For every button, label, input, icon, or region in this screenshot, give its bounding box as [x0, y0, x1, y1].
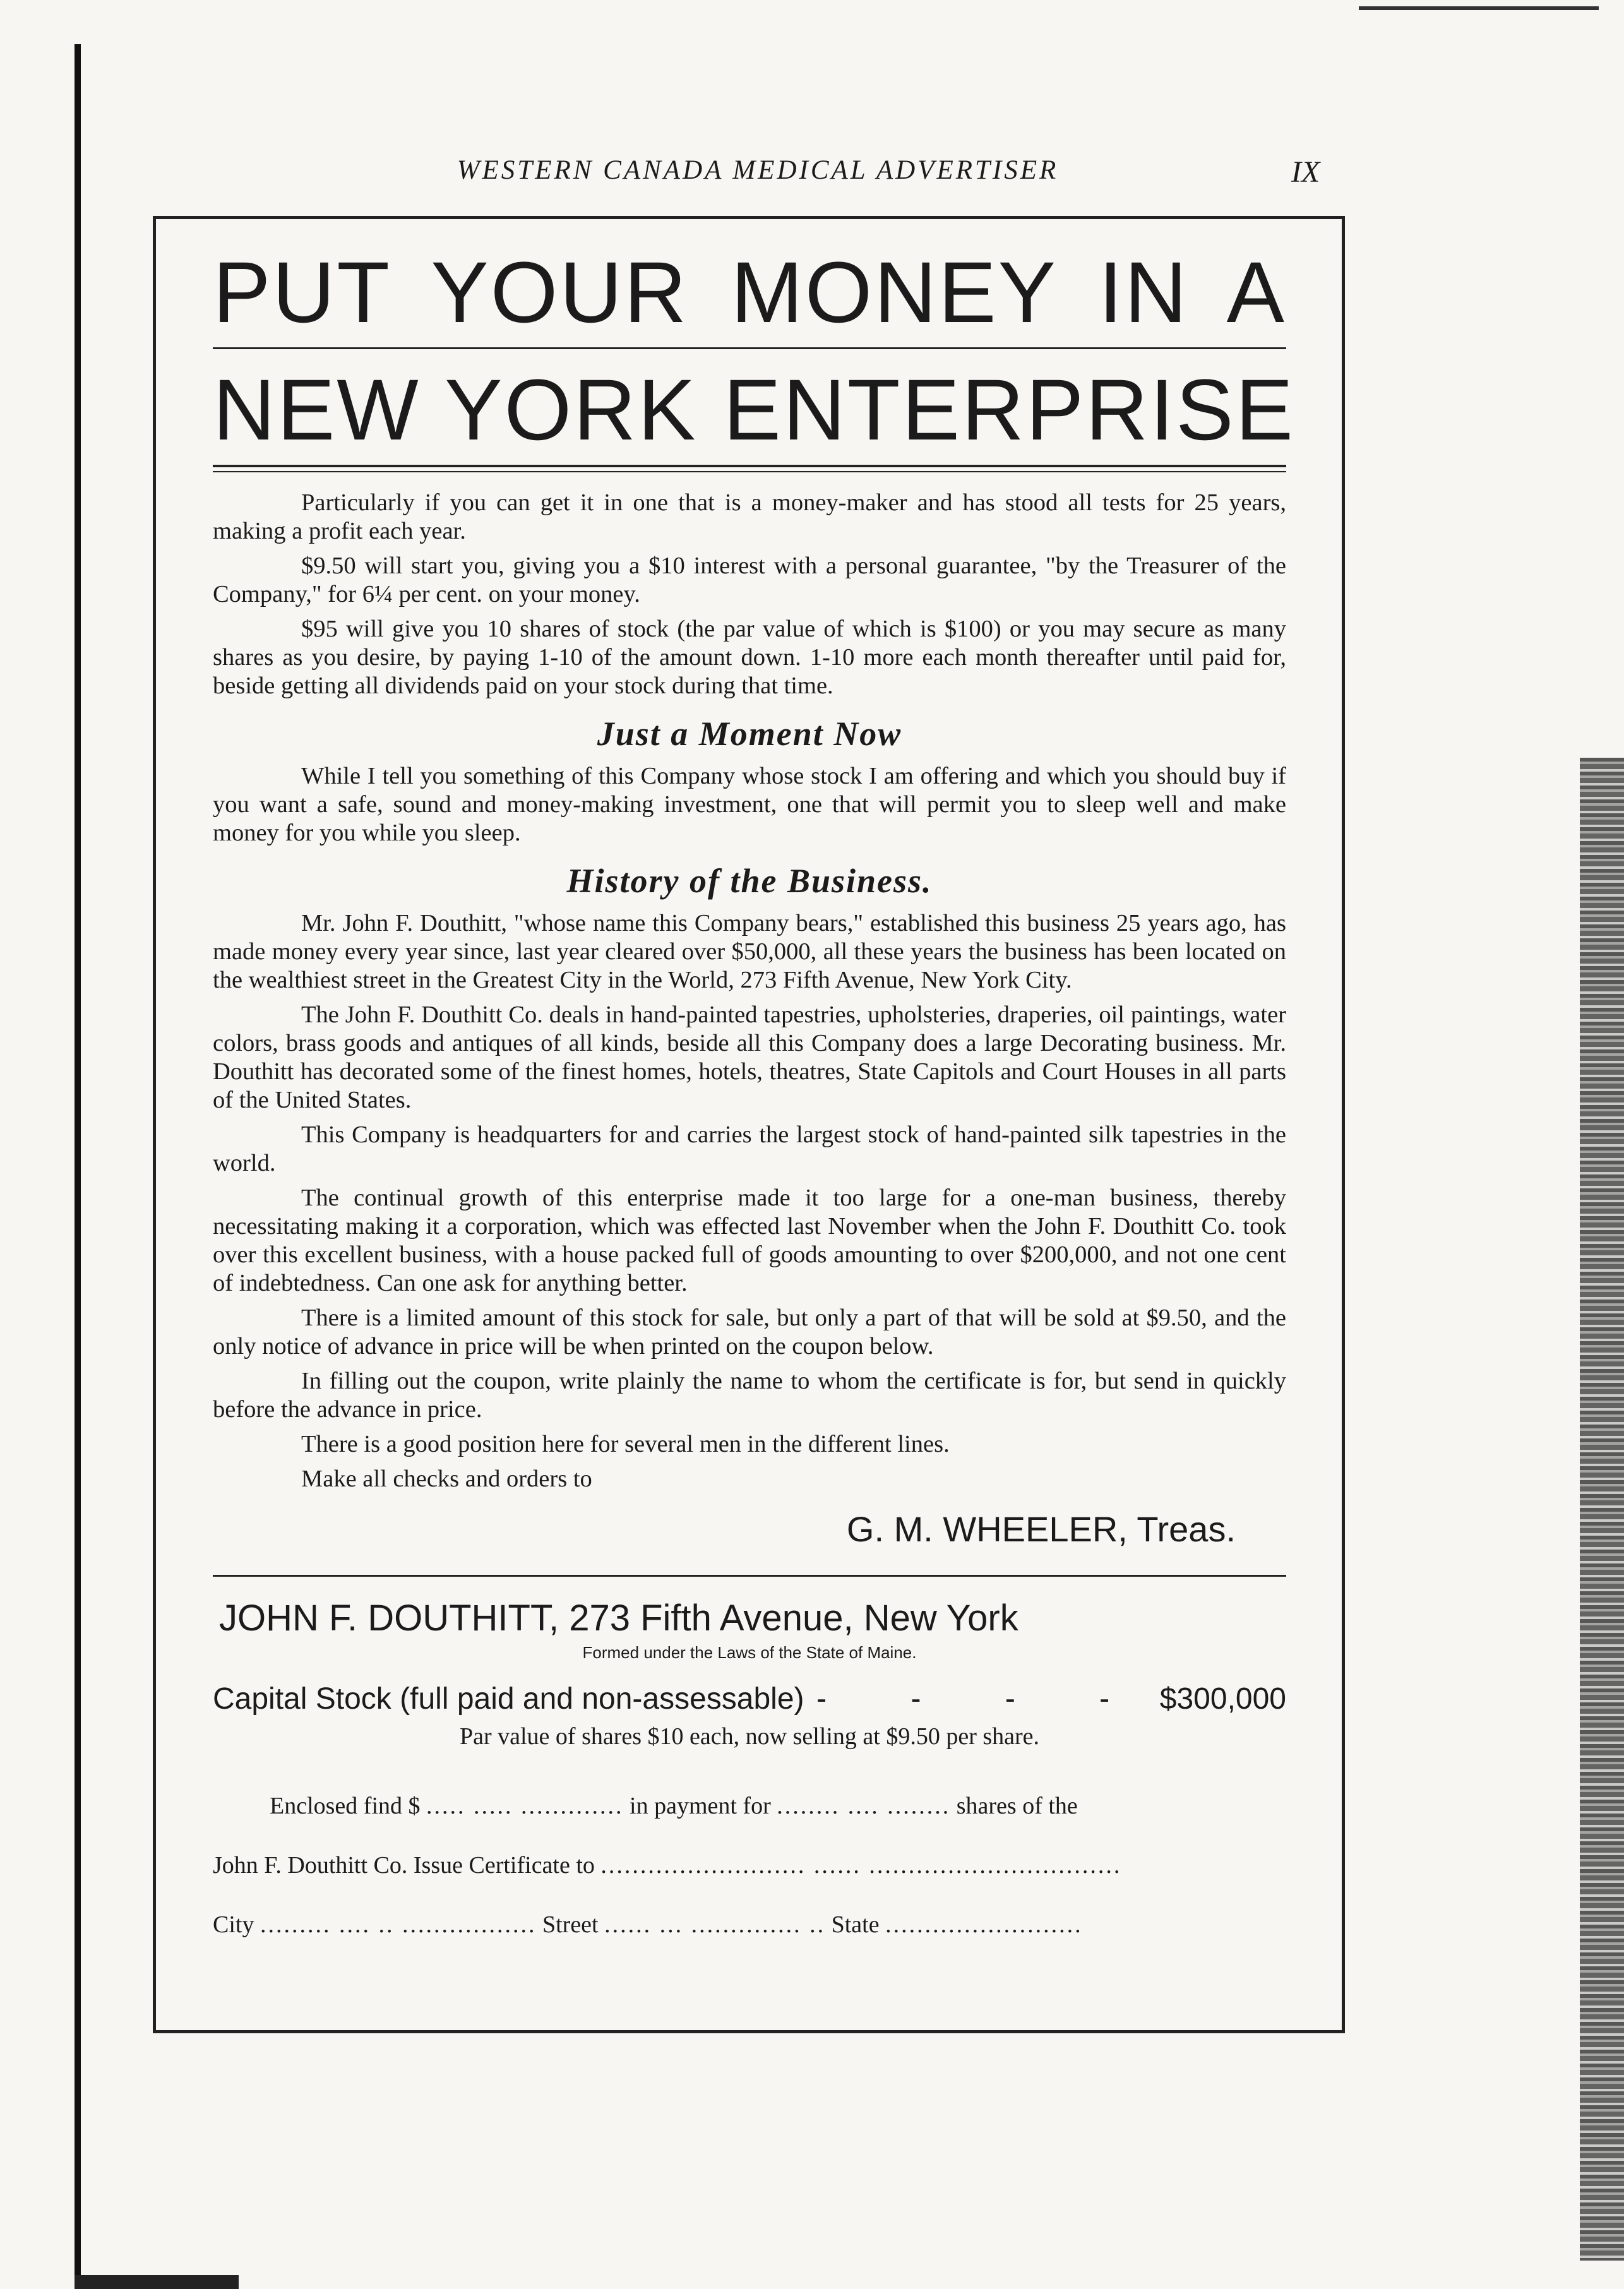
intro-paragraph: $9.50 will start you, giving you a $10 interest with a personal guarantee, "by the Treasurer of the Company," for 6¼ per cent. on your money.	[213, 553, 1286, 607]
payment-label: Enclosed find $	[270, 1793, 421, 1819]
coupon-company: JOHN F. DOUTHITT, 273 Fifth Avenue, New York	[219, 1598, 1018, 1639]
intro-paragraph: Particularly if you can get it in one that is a money-maker and has stood all tests for 25 years, making a profit each year.	[213, 489, 1286, 544]
section-heading-moment: Just a Moment Now	[597, 715, 902, 753]
capital-dashes: - - - -	[816, 1682, 1148, 1716]
headline-double-rule	[213, 465, 1286, 472]
signature: G. M. WHEELER, Treas.	[846, 1509, 1236, 1549]
par-value-line: Par value of shares $10 each, now selling at $9.50 per share.	[459, 1723, 1040, 1750]
headline-rule	[213, 347, 1286, 349]
history-paragraph: The continual growth of this enterprise made it too large for a one-man business, thereby necessitating making it a corporation, which was effected last November when the John F. Douthitt Co. took over this excellent business, with a house packed full of goods amounting to over $200,000, and not one cent of indebtedness. Can one ask for anything better.	[213, 1185, 1286, 1296]
running-head: WESTERN CANADA MEDICAL ADVERTISER	[457, 155, 1059, 185]
capital-label: Capital Stock (full paid and non-assessable)	[213, 1682, 804, 1716]
history-paragraph: This Company is headquarters for and carries the largest stock of hand-painted silk tapestries in the world.	[213, 1121, 1286, 1176]
coupon-divider	[213, 1575, 1286, 1577]
headline-line-2: NEW YORK ENTERPRISE	[213, 362, 1295, 458]
street-label: Street	[542, 1911, 599, 1938]
history-paragraph: The John F. Douthitt Co. deals in hand-painted tapestries, upholsteries, draperies, oil paintings, water colors, brass goods and antiques of all kinds, beside all this Company does a large Decorating business. Mr. Douthitt has decorated some of the finest homes, hotels, theatres, State Capitols and Court Houses in all parts of the United States.	[213, 1001, 1286, 1113]
scan-edge-top	[1359, 6, 1599, 10]
history-paragraph: Mr. John F. Douthitt, "whose name this Company bears," established this business 25 years ago, has made money every year since, last year cleared over $50,000, all these years the business has been located on the wealthiest street in the Greatest City in the World, 273 Fifth Avenue, New York City.	[213, 910, 1286, 993]
history-paragraph: There is a good position here for several men in the different lines.	[301, 1431, 950, 1457]
city-label: City	[213, 1911, 254, 1938]
street-field[interactable]: ...... ... .............. ..	[604, 1911, 826, 1938]
scan-edge-bottom	[75, 2275, 239, 2289]
coupon-line-certificate	[213, 1851, 1286, 1879]
advertisement-frame	[153, 216, 1345, 2033]
advertisement-body	[213, 244, 1295, 1970]
certificate-name-field[interactable]: .......................... ...... ................................	[600, 1852, 1122, 1879]
payment-for-label: in payment for	[630, 1793, 771, 1819]
page-number: IX	[1291, 155, 1320, 189]
intro-paragraph: $95 will give you 10 shares of stock (the par value of which is $100) or you may secure as many shares as you desire, by paying 1-10 of the amount down. 1-10 more each month thereafter until paid for, beside getting all dividends paid on your stock during that time.	[213, 616, 1286, 699]
scan-edge-left	[75, 44, 81, 2280]
shares-field[interactable]: ........ .... ........	[777, 1793, 951, 1819]
moment-paragraph: While I tell you something of this Company whose stock I am offering and which you should buy if you want a safe, sound and money-making investment, one that will permit you to sleep well and make money for you while you sleep.	[213, 763, 1286, 846]
city-field[interactable]: ......... .... .. .................	[260, 1911, 537, 1938]
coupon-line-payment	[213, 1792, 1286, 1820]
closing-line: Make all checks and orders to	[301, 1466, 592, 1492]
state-field[interactable]: .........................	[885, 1911, 1083, 1938]
coupon-line-address	[213, 1911, 1286, 1939]
certificate-label: John F. Douthitt Co. Issue Certificate to	[213, 1852, 595, 1879]
shares-label: shares of the	[956, 1793, 1078, 1819]
coupon-formed: Formed under the Laws of the State of Maine.	[582, 1643, 917, 1662]
capital-stock-row	[213, 1682, 1286, 1716]
state-label: State	[831, 1911, 880, 1938]
headline-line-1: PUT YOUR MONEY IN A	[213, 244, 1286, 341]
coupon[interactable]	[213, 1597, 1286, 1939]
amount-field[interactable]: ..... ..... .............	[426, 1793, 624, 1819]
scan-edge-right	[1580, 758, 1624, 2261]
history-paragraph: There is a limited amount of this stock for sale, but only a part of that will be sold at $9.50, and the only notice of advance in price will be when printed on the coupon below.	[213, 1305, 1286, 1360]
capital-value: $300,000	[1159, 1682, 1286, 1716]
section-heading-history: History of the Business.	[566, 862, 933, 900]
history-paragraph: In filling out the coupon, write plainly the name to whom the certificate is for, but send in quickly before the advance in price.	[213, 1368, 1286, 1423]
